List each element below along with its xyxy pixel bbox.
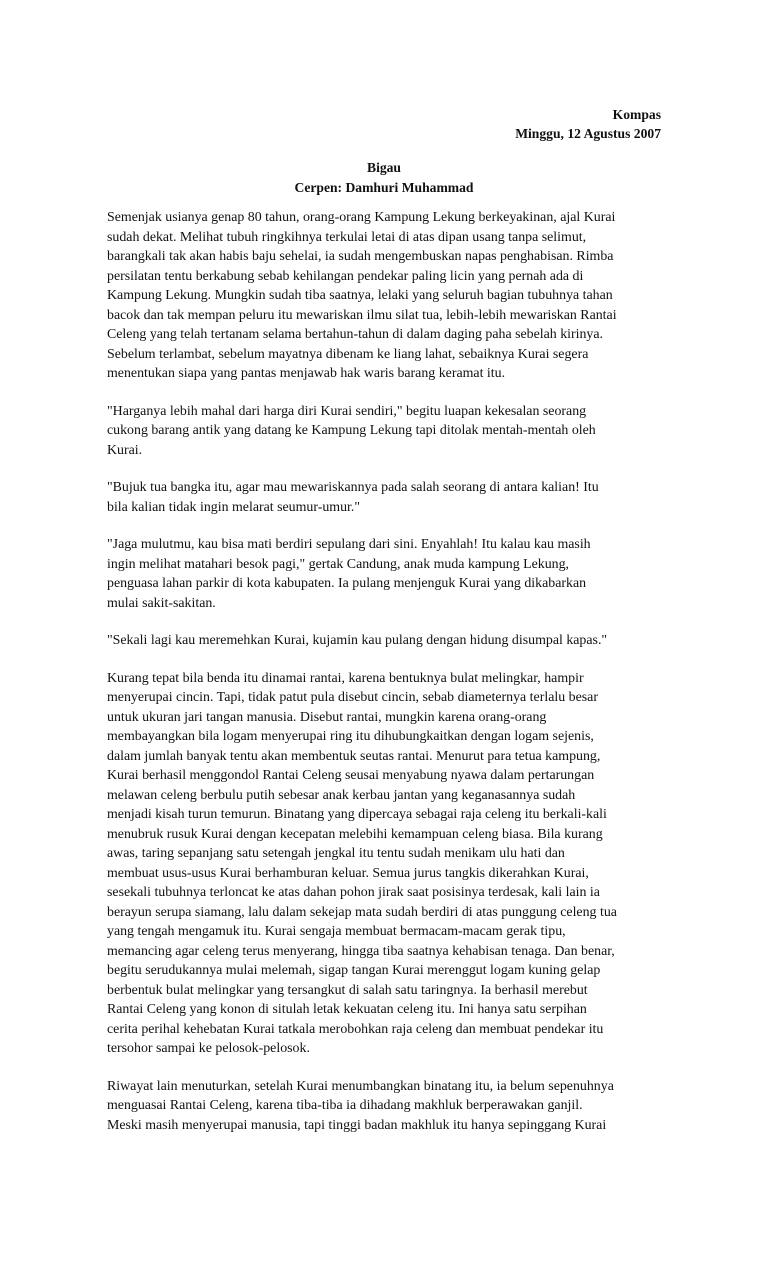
- paragraph-line: sesekali tubuhnya terloncat ke atas dahan pohon jirak saat posisinya terdesak, kali lain ia: [107, 885, 600, 900]
- paragraph-line: Kurai berhasil menggondol Rantai Celeng seusai menyabung nyawa dalam pertarungan: [107, 768, 595, 783]
- paragraph-line: Riwayat lain menuturkan, setelah Kurai menumbangkan binatang itu, ia belum sepenuhnya: [107, 1078, 614, 1094]
- paragraph-line: untuk ukuran jari tangan manusia. Disebut rantai, mungkin karena orang-orang: [107, 709, 547, 725]
- paragraph-line: Semenjak usianya genap 80 tahun, orang-orang Kampung Lekung berkeyakinan, ajal Kurai: [107, 210, 616, 225]
- story-paragraph: [107, 478, 663, 517]
- paragraph-line: Rantai Celeng yang konon di situlah letak kekuatan celeng itu. Ini hanya satu serpihan: [107, 1002, 587, 1017]
- paragraph-line: begitu serudukannya mulai melemah, sigap tangan Kurai merenggut logam kuning gelap: [107, 963, 601, 978]
- story-paragraph: [107, 402, 663, 461]
- paragraph-line: yang tengah mengamuk itu. Kurai sengaja membuat bermacam-macam gerak tipu,: [107, 924, 566, 939]
- paragraph-line: barangkali tak akan habis baju sehelai, ia sudah mengembuskan napas penghabisan. Rimba: [107, 249, 614, 264]
- paragraph-line: Meski masih menyerupai manusia, tapi tinggi badan makhluk itu hanya sepinggang Kurai: [107, 1117, 607, 1133]
- paragraph-line: Sebelum terlambat, sebelum mayatnya dibenam ke liang lahat, sebaiknya Kurai segera: [107, 346, 589, 362]
- paragraph-line: dalam jumlah banyak tentu akan membentuk seutas rantai. Menurut para tetua kampung,: [107, 748, 601, 764]
- paragraph-line: ingin melihat matahari besok pagi," gertak Candung, anak muda kampung Lekung,: [107, 556, 570, 572]
- paragraph-line: melawan celeng berbulu putih sebesar anak kerbau jantan yang keganasannya sudah: [107, 787, 576, 803]
- paragraph-line: "Harganya lebih mahal dari harga diri Kurai sendiri," begitu luapan kekesalan seorang: [107, 403, 587, 419]
- story-paragraph: [107, 631, 663, 651]
- publication-source: Kompas: [612, 107, 661, 122]
- publication-header: [515, 105, 661, 143]
- story-title-block: [107, 158, 661, 197]
- paragraph-line: mulai sakit-sakitan.: [107, 595, 216, 611]
- paragraph-line: Kurai.: [107, 442, 143, 458]
- paragraph-line: cerita perihal kehebatan Kurai tatkala merobohkan raja celeng dan membuat pendekar itu: [107, 1021, 604, 1037]
- paragraph-line: awas, taring sepanjang satu setengah jengkal itu tentu sudah menikam ulu hati dan: [107, 846, 565, 861]
- paragraph-line: cukong barang antik yang datang ke Kampung Lekung tapi ditolak mentah-mentah oleh: [107, 423, 596, 438]
- paragraph-line: menguasai Rantai Celeng, karena tiba-tiba ia dihadang makhluk berperawakan ganjil.: [107, 1098, 583, 1113]
- paragraph-line: menubruk rusuk Kurai dengan kecepatan melebihi kemampuan celeng biasa. Bila kurang: [107, 826, 603, 842]
- publication-date: Minggu, 12 Agustus 2007: [515, 126, 661, 141]
- paragraph-line: memancing agar celeng terus menyerang, hingga tiba saatnya kehabisan tenaga. Dan benar,: [107, 943, 615, 959]
- paragraph-line: menentukan siapa yang pantas menjawab hak waris barang keramat itu.: [107, 366, 506, 381]
- paragraph-line: Kampung Lekung. Mungkin sudah tiba saatnya, lelaki yang seluruh bagian tubuhnya tahan: [107, 288, 613, 303]
- paragraph-line: "Bujuk tua bangka itu, agar mau mewariskannya pada salah seorang di antara kalian! Itu: [107, 480, 599, 495]
- paragraph-line: "Jaga mulutmu, kau bisa mati berdiri sepulang dari sini. Enyahlah! Itu kalau kau masih: [107, 537, 591, 552]
- paragraph-line: menyerupai cincin. Tapi, tidak patut pula disebut cincin, sebab diameternya terlalu besar: [107, 690, 598, 705]
- paragraph-line: bacok dan tak mempan peluru itu mewariskan ilmu silat tua, lebih-lebih mewariskan Rantai: [107, 307, 617, 323]
- story-body: [107, 208, 663, 1153]
- paragraph-line: tersohor sampai ke pelosok-pelosok.: [107, 1041, 310, 1056]
- paragraph-line: Celeng yang telah tertanam selama bertahun-tahun di dalam daging paha sebelah kirinya.: [107, 327, 604, 342]
- story-paragraph: [107, 1077, 663, 1136]
- paragraph-line: penguasa lahan parkir di kota kabupaten. Ia pulang menjenguk Kurai yang dikabarkan: [107, 576, 587, 591]
- paragraph-line: bila kalian tidak ingin melarat seumur-umur.": [107, 499, 361, 515]
- paragraph-line: Kurang tepat bila benda itu dinamai rantai, karena bentuknya bulat melingkar, hampir: [107, 670, 584, 686]
- story-paragraph: [107, 669, 663, 1059]
- paragraph-line: sudah dekat. Melihat tubuh ringkihnya terkulai letai di atas dipan usang tanpa selimut,: [107, 229, 587, 245]
- paragraph-line: membayangkan bila logam menyerupai ring itu dihubungkaitkan dengan logam sejenis,: [107, 729, 594, 744]
- story-author: Cerpen: Damhuri Muhammad: [294, 179, 474, 195]
- story-title: Bigau: [367, 160, 401, 175]
- paragraph-line: berbentuk bulat melingkar yang tersangkut di salah satu taringnya. Ia berhasil merebut: [107, 982, 588, 998]
- story-paragraph: [107, 208, 663, 384]
- story-paragraph: [107, 535, 663, 613]
- paragraph-line: membuat usus-usus Kurai berhamburan keluar. Semua jurus tangkis dikerahkan Kurai,: [107, 865, 589, 881]
- paragraph-line: berayun serupa siamang, lalu dalam sekejap mata sudah berdiri di atas punggung celeng tua: [107, 904, 617, 920]
- paragraph-line: menjadi kisah turun temurun. Binatang yang dipercaya sebagai raja celeng itu berkali-kali: [107, 807, 607, 822]
- paragraph-line: persilatan tentu berkabung sebab kehilangan pendekar paling licin yang pernah ada di: [107, 268, 584, 284]
- paragraph-line: "Sekali lagi kau meremehkan Kurai, kujamin kau pulang dengan hidung disumpal kapas.": [107, 633, 608, 648]
